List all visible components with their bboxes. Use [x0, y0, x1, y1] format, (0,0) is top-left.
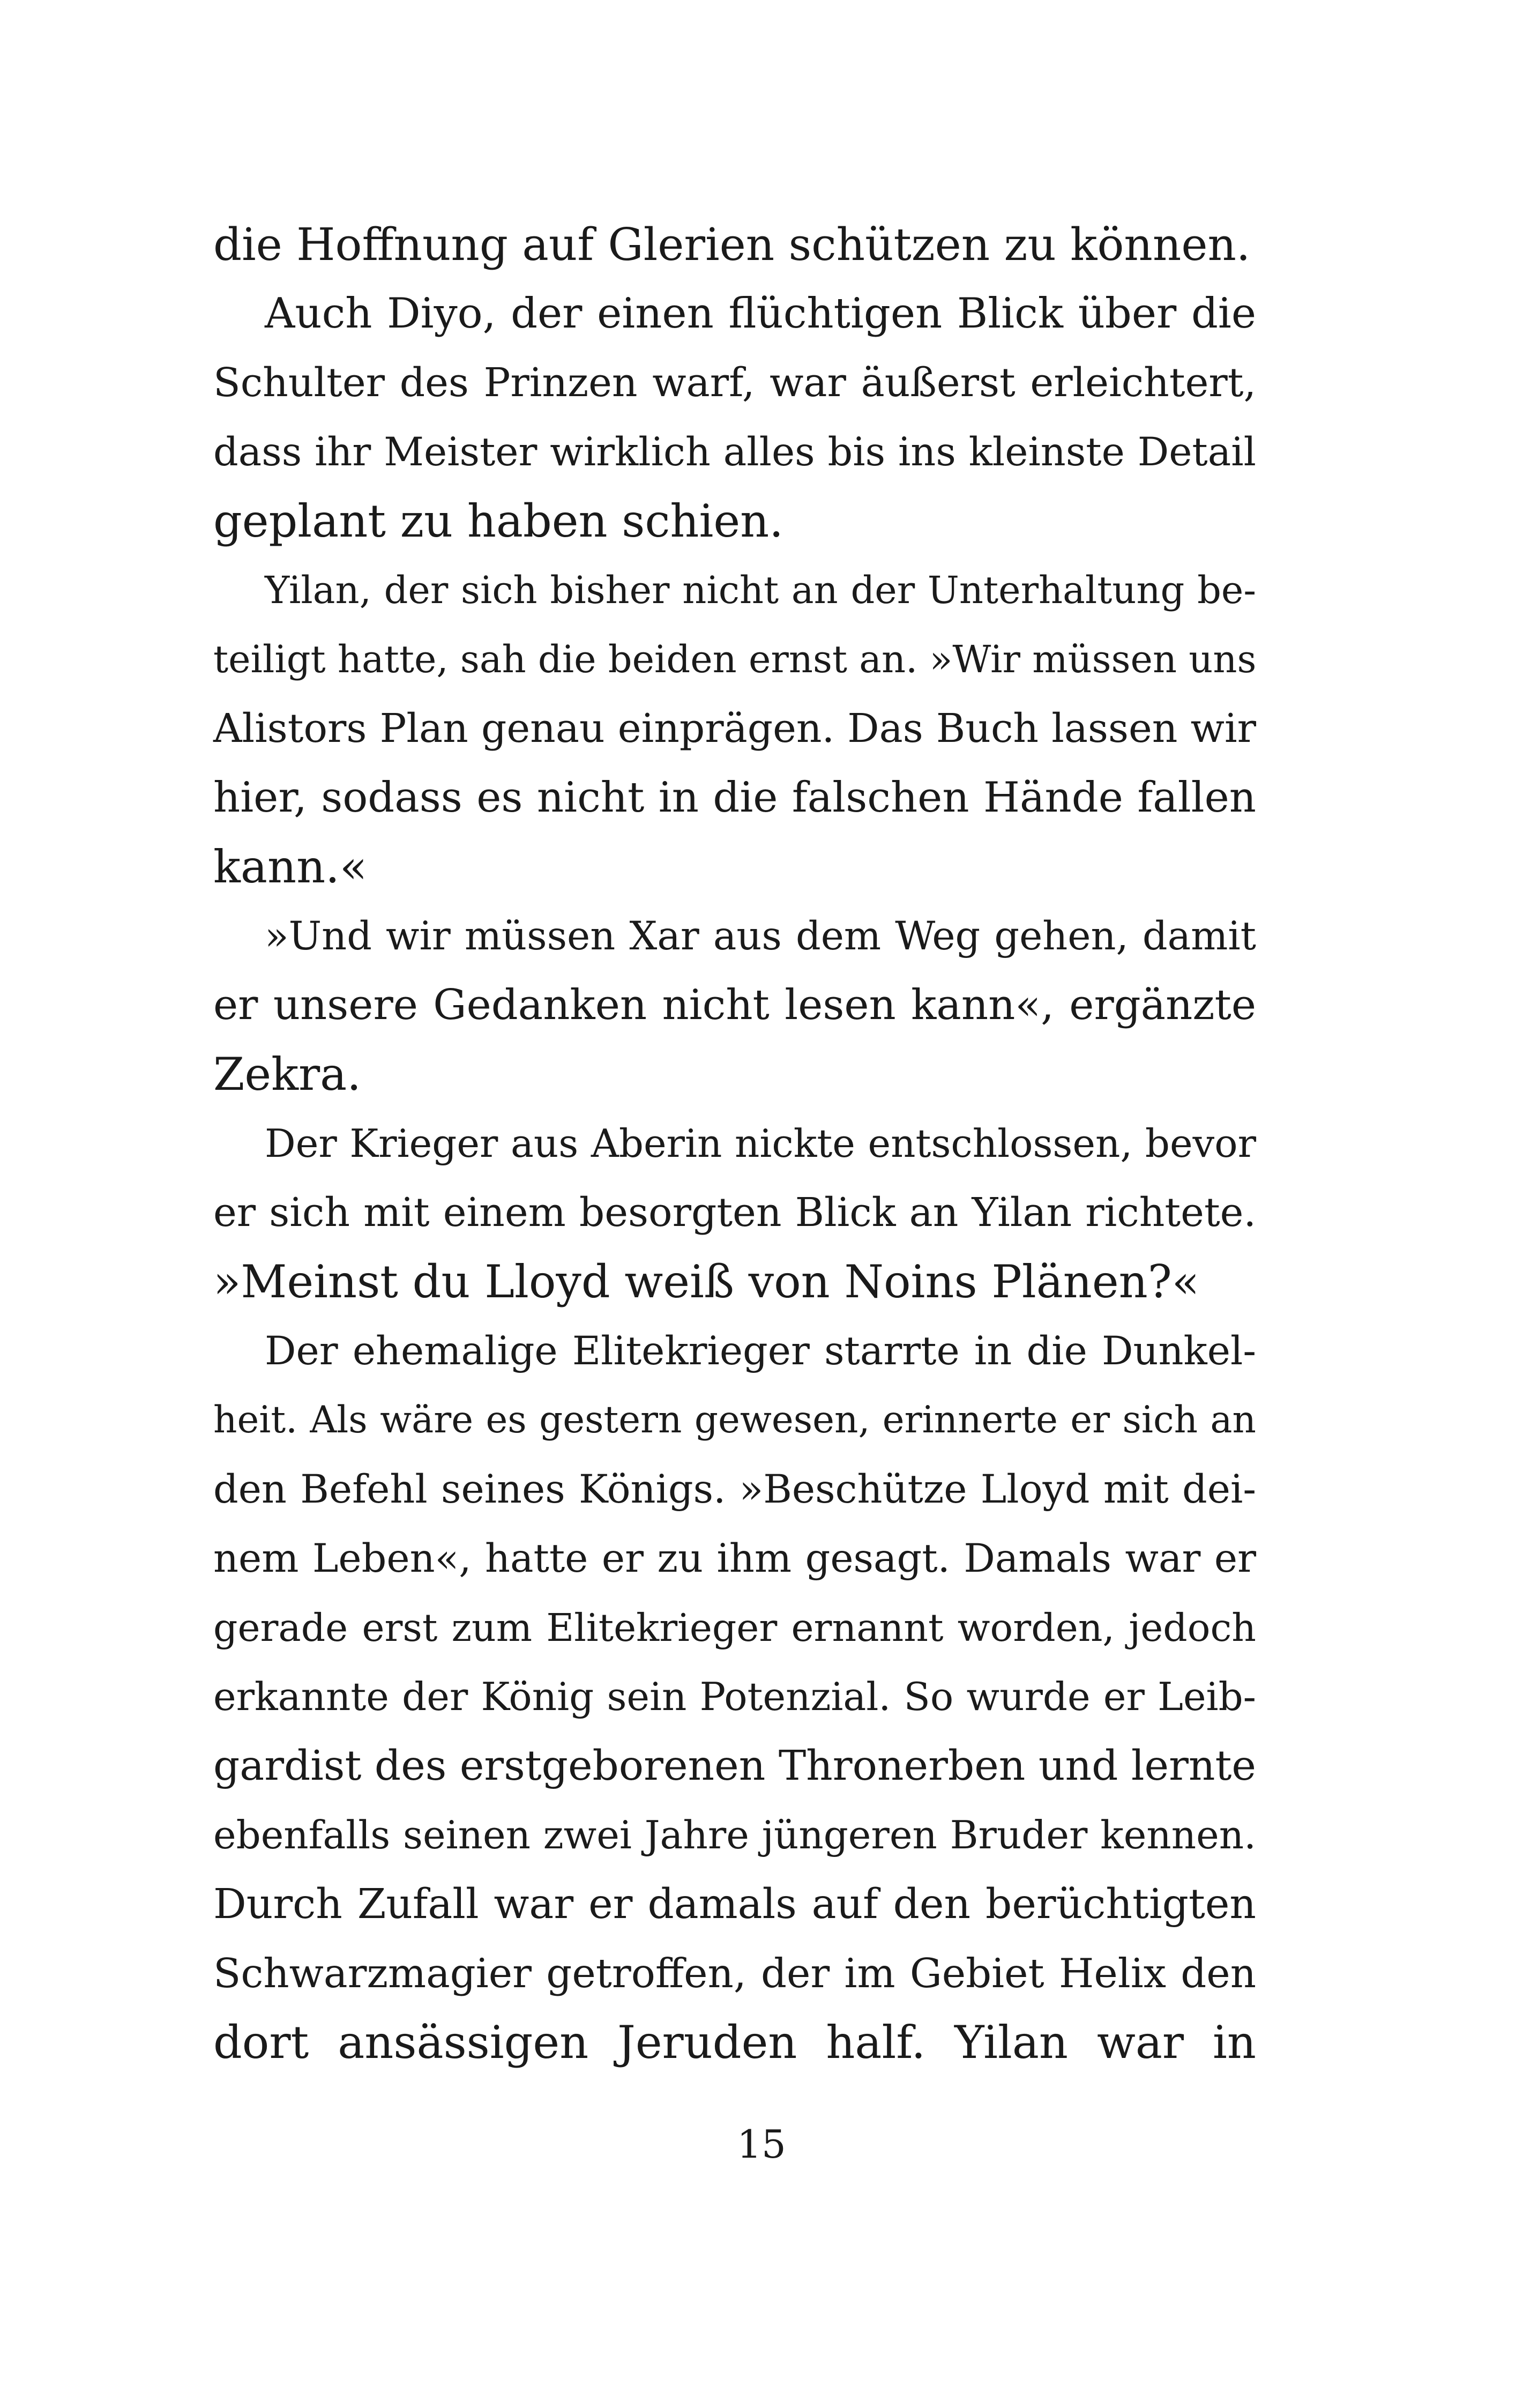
body-text	[213, 210, 1256, 2077]
text-line: »Meinst du Lloyd weiß von Noins Plänen?«	[213, 1255, 1200, 1308]
text-line: den Befehl seines Königs. »Beschütze Lloyd mit dei-	[213, 1467, 1256, 1512]
text-line: er sich mit einem besorgten Blick an Yilan richtete.	[213, 1190, 1256, 1236]
page-number: 15	[737, 2122, 786, 2167]
text-line: Yilan, der sich bisher nicht an der Unterhaltung be-	[265, 568, 1256, 612]
text-line: Durch Zufall war er damals auf den berüchtigten	[213, 1881, 1256, 1928]
text-line: hier, sodass es nicht in die falschen Hände fallen	[213, 774, 1256, 822]
text-line: Schwarzmagier getroffen, der im Gebiet Helix den	[213, 1950, 1256, 1997]
text-line: gardist des erstgeborenen Thronerben und lernte	[213, 1742, 1256, 1790]
text-line: er unsere Gedanken nicht lesen kann«, ergänzte	[213, 981, 1256, 1029]
text-line: ebenfalls seinen zwei Jahre jüngeren Bruder kennen.	[213, 1812, 1256, 1857]
text-line: dass ihr Meister wirklich alles bis ins kleinste Detail	[213, 429, 1256, 475]
text-line: die Hoffnung auf Glerien schützen zu können.	[213, 219, 1251, 271]
text-line: nem Leben«, hatte er zu ihm gesagt. Damals war er	[213, 1536, 1256, 1581]
text-line: gerade erst zum Elitekrieger ernannt worden, jedoch	[213, 1606, 1256, 1650]
text-line: erkannte der König sein Potenzial. So wurde er Leib-	[213, 1674, 1256, 1719]
text-line: Der ehemalige Elitekrieger starrte in die Dunkel-	[265, 1328, 1256, 1374]
text-line: dort ansässigen Jeruden half. Yilan war in	[213, 2016, 1256, 2069]
text-line: »Und wir müssen Xar aus dem Weg gehen, damit	[265, 913, 1256, 959]
text-line: heit. Als wäre es gestern gewesen, erinnerte er sich an	[213, 1399, 1256, 1441]
text-line: kann.«	[213, 841, 368, 893]
text-line: geplant zu haben schien.	[213, 495, 783, 547]
text-line: Zekra.	[213, 1048, 361, 1101]
text-line: Alistors Plan genau einprägen. Das Buch lassen wir	[213, 705, 1256, 752]
text-line: Auch Diyo, der einen flüchtigen Blick über die	[265, 289, 1256, 338]
text-line: Schulter des Prinzen warf, war äußerst erleichtert,	[213, 360, 1256, 406]
text-line: teiligt hatte, sah die beiden ernst an. »Wir müssen uns	[213, 637, 1257, 681]
text-line: Der Krieger aus Aberin nickte entschlossen, bevor	[265, 1121, 1256, 1166]
